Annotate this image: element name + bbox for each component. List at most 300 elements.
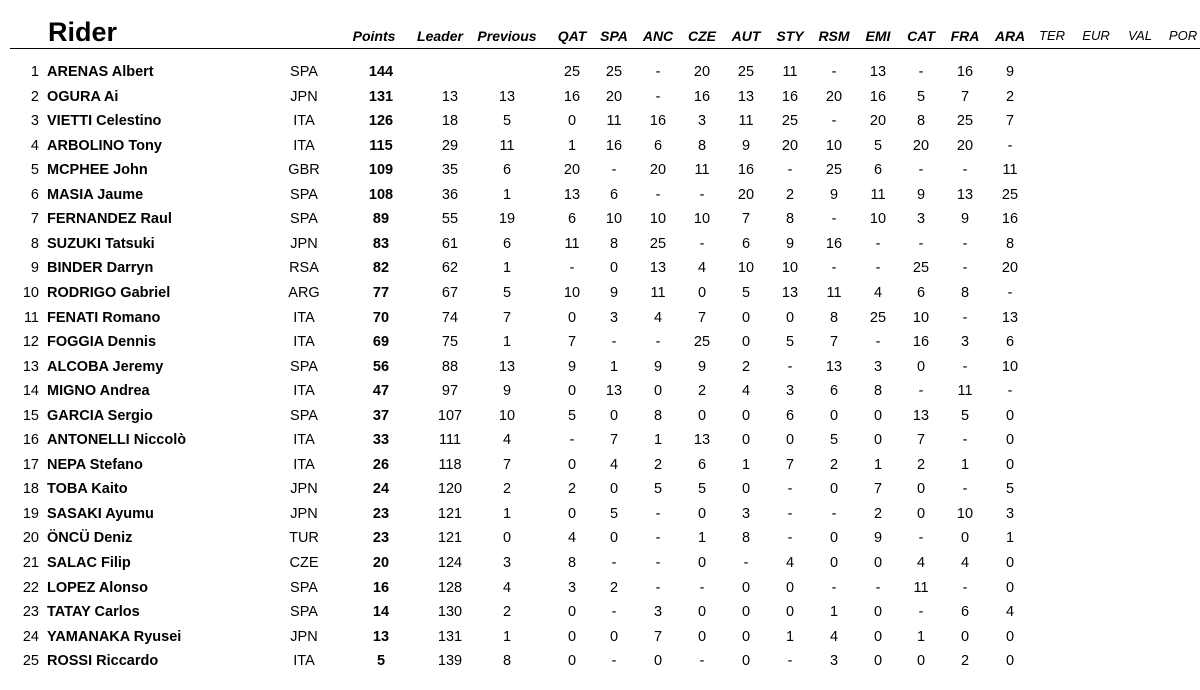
- rider-position: 9: [30, 260, 39, 277]
- race-points-rsm: 7: [829, 334, 839, 351]
- gap-to-previous: 0: [502, 530, 512, 547]
- table-row: [0, 307, 1200, 331]
- gap-to-leader: 107: [437, 407, 463, 424]
- rider-position: 5: [30, 162, 39, 179]
- race-points-anc: 0: [653, 383, 663, 400]
- race-points-fra: 10: [956, 505, 974, 522]
- race-points-fra: 1: [960, 456, 970, 473]
- race-points-spa: -: [611, 653, 617, 670]
- rider-name: MIGNO Andrea: [47, 383, 150, 400]
- race-points-ara: 0: [1005, 653, 1015, 670]
- race-points-sty: 0: [785, 579, 795, 596]
- rider-points: 37: [372, 407, 390, 424]
- race-points-spa: 20: [605, 88, 623, 105]
- table-row: [0, 257, 1200, 281]
- race-points-ara: 3: [1005, 505, 1015, 522]
- table-row: [0, 233, 1200, 257]
- race-points-rsm: 13: [825, 358, 843, 375]
- gap-to-previous: 7: [502, 456, 512, 473]
- race-points-cat: -: [918, 64, 924, 80]
- rider-nation: SPA: [290, 604, 318, 621]
- race-points-anc: 4: [653, 309, 663, 326]
- rider-points: 70: [372, 309, 390, 326]
- race-header-anc: ANC: [642, 28, 674, 44]
- gap-to-leader: 118: [438, 456, 462, 473]
- gap-to-previous: 9: [502, 383, 512, 400]
- rider-name: ARBOLINO Tony: [47, 137, 162, 154]
- race-points-cze: 3: [697, 113, 707, 130]
- rider-nation: ITA: [293, 113, 315, 130]
- race-points-aut: 0: [741, 604, 751, 621]
- race-points-ara: 0: [1005, 579, 1015, 596]
- race-points-cze: 0: [697, 604, 707, 621]
- race-points-anc: -: [655, 64, 661, 80]
- rider-points: 24: [372, 481, 390, 498]
- race-points-sty: 0: [785, 309, 795, 326]
- race-points-emi: 0: [873, 653, 883, 670]
- rider-name: YAMANAKA Ryusei: [47, 628, 182, 645]
- rider-nation: ITA: [293, 432, 315, 449]
- rider-points: 109: [368, 162, 394, 179]
- race-points-emi: 5: [873, 137, 883, 154]
- race-points-cat: 13: [912, 407, 930, 424]
- gap-to-previous: 3: [502, 555, 512, 571]
- race-points-rsm: -: [831, 113, 837, 130]
- race-points-ara: 0: [1005, 628, 1015, 645]
- rider-points: 108: [368, 186, 394, 203]
- gap-to-previous: 6: [502, 162, 512, 179]
- race-points-ara: 9: [1005, 64, 1015, 80]
- race-points-qat: 0: [567, 604, 577, 621]
- race-points-rsm: 0: [829, 530, 839, 547]
- race-points-cze: 20: [693, 64, 711, 80]
- race-points-aut: 0: [741, 579, 751, 596]
- race-points-spa: 0: [609, 481, 619, 498]
- race-points-qat: 3: [567, 579, 577, 596]
- table-row: [0, 184, 1200, 208]
- rider-points: 16: [372, 579, 390, 596]
- rider-points: 14: [372, 604, 390, 621]
- rider-nation: RSA: [289, 260, 319, 277]
- rider-points: 131: [368, 88, 394, 105]
- rider-nation: ITA: [293, 383, 315, 400]
- gap-to-previous: 1: [502, 260, 512, 277]
- gap-to-previous: 5: [502, 284, 512, 301]
- rider-points: 82: [372, 260, 390, 277]
- table-row: [0, 626, 1200, 650]
- table-row: [0, 61, 1200, 85]
- gap-to-leader: 18: [441, 113, 459, 130]
- race-points-fra: -: [962, 235, 968, 252]
- race-points-ara: 13: [1001, 309, 1019, 326]
- race-points-ara: 0: [1005, 456, 1015, 473]
- race-points-sty: -: [787, 653, 793, 670]
- race-points-cat: 9: [916, 186, 926, 203]
- race-points-spa: 0: [609, 530, 619, 547]
- race-points-emi: 0: [873, 555, 883, 571]
- race-points-cat: -: [918, 530, 924, 547]
- leader-column-header: Leader: [417, 28, 463, 44]
- race-points-emi: 0: [873, 432, 883, 449]
- race-points-ara: 16: [1001, 211, 1019, 228]
- race-points-aut: 7: [741, 211, 751, 228]
- race-points-cze: -: [699, 653, 705, 670]
- header-divider: [10, 48, 1200, 49]
- race-points-qat: 1: [567, 137, 577, 154]
- race-header-por: POR: [1168, 28, 1198, 43]
- race-points-cze: 0: [697, 628, 707, 645]
- race-points-ara: 0: [1005, 432, 1015, 449]
- race-points-fra: 9: [960, 211, 970, 228]
- race-points-aut: 0: [741, 653, 751, 670]
- race-points-sty: 25: [781, 113, 799, 130]
- gap-to-leader: 29: [441, 137, 459, 154]
- race-points-qat: 10: [563, 284, 581, 301]
- rider-nation: JPN: [290, 481, 318, 498]
- race-points-spa: -: [611, 604, 617, 621]
- gap-to-leader: 97: [441, 383, 459, 400]
- race-points-ara: 25: [1001, 186, 1019, 203]
- race-points-anc: 16: [649, 113, 667, 130]
- rider-position: 1: [30, 64, 39, 80]
- gap-to-previous: 13: [498, 358, 516, 375]
- race-points-spa: 0: [609, 628, 619, 645]
- rider-nation: ITA: [293, 456, 315, 473]
- race-points-emi: 13: [869, 64, 887, 80]
- points-column-header: Points: [352, 28, 396, 44]
- rider-points: 23: [372, 530, 390, 547]
- race-points-sty: 6: [785, 407, 795, 424]
- rider-nation: ITA: [293, 137, 315, 154]
- race-points-spa: -: [611, 162, 617, 179]
- race-points-sty: 0: [785, 604, 795, 621]
- race-points-emi: 6: [873, 162, 883, 179]
- rider-nation: SPA: [290, 407, 318, 424]
- rider-name: ARENAS Albert: [47, 64, 154, 80]
- rider-name: NEPA Stefano: [47, 456, 143, 473]
- rider-position: 25: [22, 653, 39, 670]
- race-points-emi: 9: [873, 530, 883, 547]
- race-points-cat: 0: [916, 653, 926, 670]
- rider-position: 23: [22, 604, 39, 621]
- race-points-aut: 13: [737, 88, 755, 105]
- table-row: [0, 552, 1200, 576]
- race-points-aut: 2: [741, 358, 751, 375]
- gap-to-leader: 75: [441, 334, 459, 351]
- race-points-fra: 20: [956, 137, 974, 154]
- race-points-ara: 6: [1005, 334, 1015, 351]
- rider-points: 144: [368, 64, 394, 80]
- gap-to-leader: 35: [441, 162, 459, 179]
- race-points-ara: 20: [1001, 260, 1019, 277]
- rider-nation: SPA: [290, 358, 318, 375]
- race-points-cat: 0: [916, 505, 926, 522]
- race-points-sty: 7: [785, 456, 795, 473]
- race-points-aut: 16: [737, 162, 755, 179]
- race-points-fra: 0: [960, 530, 970, 547]
- rider-points: 5: [376, 653, 386, 670]
- race-points-rsm: -: [831, 64, 837, 80]
- rider-nation: ITA: [293, 653, 315, 670]
- race-points-cze: 5: [697, 481, 707, 498]
- gap-to-leader: 128: [437, 579, 463, 596]
- gap-to-leader: 130: [437, 604, 463, 621]
- race-points-emi: 0: [873, 604, 883, 621]
- race-points-spa: 10: [605, 211, 623, 228]
- race-points-sty: 11: [782, 64, 798, 80]
- table-row: [0, 429, 1200, 453]
- race-header-ter: TER: [1039, 28, 1065, 43]
- race-points-fra: 7: [960, 88, 970, 105]
- race-points-spa: 7: [609, 432, 619, 449]
- race-points-emi: 20: [869, 113, 887, 130]
- race-points-qat: 2: [567, 481, 577, 498]
- rider-name: GARCIA Sergio: [47, 407, 153, 424]
- gap-to-leader: 139: [437, 653, 463, 670]
- race-points-sty: 3: [785, 383, 795, 400]
- rider-position: 13: [22, 358, 39, 375]
- race-points-qat: 0: [567, 628, 577, 645]
- race-points-rsm: 9: [829, 186, 839, 203]
- rider-position: 11: [23, 309, 39, 326]
- rider-position: 15: [22, 407, 39, 424]
- rider-points: 126: [368, 113, 394, 130]
- rider-nation: JPN: [290, 505, 318, 522]
- race-points-cze: -: [699, 235, 705, 252]
- race-points-ara: 2: [1005, 88, 1015, 105]
- race-header-spa: SPA: [600, 28, 628, 44]
- race-points-qat: 25: [563, 64, 581, 80]
- rider-name: ALCOBA Jeremy: [47, 358, 164, 375]
- race-points-anc: -: [655, 579, 661, 596]
- gap-to-previous: 6: [502, 235, 512, 252]
- race-points-rsm: 2: [829, 456, 839, 473]
- race-points-aut: 20: [737, 186, 755, 203]
- race-points-emi: -: [875, 334, 881, 351]
- race-points-cat: 8: [916, 113, 926, 130]
- race-points-rsm: 25: [825, 162, 843, 179]
- race-points-aut: 0: [741, 481, 751, 498]
- race-points-ara: 8: [1005, 235, 1015, 252]
- race-points-fra: 8: [960, 284, 970, 301]
- rider-name: MASIA Jaume: [47, 186, 144, 203]
- race-header-qat: QAT: [557, 28, 587, 44]
- race-points-cze: 0: [697, 284, 707, 301]
- table-row: [0, 527, 1200, 551]
- race-points-qat: 5: [567, 407, 577, 424]
- race-points-rsm: 0: [829, 481, 839, 498]
- race-points-spa: 9: [609, 284, 619, 301]
- rider-nation: JPN: [290, 628, 318, 645]
- rider-position: 22: [22, 579, 39, 596]
- race-points-cat: 20: [912, 137, 930, 154]
- race-points-fra: 3: [960, 334, 970, 351]
- race-points-rsm: 1: [829, 604, 839, 621]
- rider-position: 7: [30, 211, 39, 228]
- race-points-emi: 1: [873, 456, 883, 473]
- gap-to-previous: 19: [498, 211, 516, 228]
- rider-position: 18: [22, 481, 39, 498]
- gap-to-previous: 8: [502, 653, 512, 670]
- race-points-ara: 7: [1005, 113, 1015, 130]
- rider-nation: GBR: [288, 162, 320, 179]
- race-points-fra: 16: [956, 64, 974, 80]
- rider-position: 2: [30, 88, 39, 105]
- race-points-cze: 8: [697, 137, 707, 154]
- rider-position: 19: [22, 505, 39, 522]
- race-points-spa: -: [611, 555, 617, 571]
- race-points-aut: 5: [741, 284, 751, 301]
- gap-to-previous: 2: [502, 604, 512, 621]
- race-points-emi: -: [875, 235, 881, 252]
- gap-to-leader: 120: [437, 481, 463, 498]
- table-row: [0, 503, 1200, 527]
- rider-nation: SPA: [290, 579, 318, 596]
- race-points-aut: 0: [741, 628, 751, 645]
- race-points-cat: 2: [916, 456, 926, 473]
- rider-position: 6: [30, 186, 39, 203]
- race-points-spa: 2: [609, 579, 619, 596]
- race-points-fra: -: [962, 481, 968, 498]
- gap-to-previous: 2: [502, 481, 512, 498]
- rider-nation: CZE: [289, 555, 319, 571]
- rider-position: 21: [22, 555, 39, 571]
- race-points-emi: 0: [873, 407, 883, 424]
- gap-to-previous: 11: [499, 137, 515, 154]
- race-points-sty: -: [787, 530, 793, 547]
- race-points-aut: 6: [741, 235, 751, 252]
- race-points-anc: 25: [649, 235, 667, 252]
- race-points-anc: 7: [653, 628, 663, 645]
- race-points-aut: 9: [741, 137, 751, 154]
- race-points-fra: -: [962, 358, 968, 375]
- race-points-emi: 25: [869, 309, 887, 326]
- race-points-rsm: -: [831, 260, 837, 277]
- race-points-spa: 4: [609, 456, 619, 473]
- gap-to-leader: 111: [438, 432, 462, 449]
- race-points-ara: 4: [1005, 604, 1015, 621]
- race-points-sty: 8: [785, 211, 795, 228]
- race-points-spa: 1: [609, 358, 619, 375]
- rider-points: 115: [369, 137, 393, 154]
- table-row: [0, 159, 1200, 183]
- race-points-cze: -: [699, 186, 705, 203]
- race-points-anc: 11: [650, 284, 666, 301]
- rider-name: ROSSI Riccardo: [47, 653, 159, 670]
- race-points-aut: 0: [741, 407, 751, 424]
- race-points-ara: 0: [1005, 407, 1015, 424]
- race-points-emi: 4: [873, 284, 883, 301]
- table-row: [0, 110, 1200, 134]
- race-points-cat: 3: [916, 211, 926, 228]
- race-points-rsm: -: [831, 579, 837, 596]
- gap-to-leader: 124: [437, 555, 463, 571]
- race-points-rsm: -: [831, 505, 837, 522]
- race-points-emi: -: [875, 260, 881, 277]
- race-points-fra: 25: [956, 113, 974, 130]
- race-header-fra: FRA: [950, 28, 980, 44]
- race-points-rsm: 20: [825, 88, 843, 105]
- race-points-emi: 0: [873, 628, 883, 645]
- gap-to-previous: 4: [502, 432, 512, 449]
- race-points-cat: 10: [912, 309, 930, 326]
- race-points-spa: 0: [609, 407, 619, 424]
- rider-name: SUZUKI Tatsuki: [47, 235, 155, 252]
- race-points-anc: 10: [649, 211, 667, 228]
- race-points-spa: 13: [605, 383, 623, 400]
- race-points-qat: -: [569, 432, 575, 449]
- race-points-cze: 25: [693, 334, 711, 351]
- rider-position: 16: [22, 432, 39, 449]
- gap-to-previous: 1: [502, 186, 512, 203]
- race-points-rsm: 0: [829, 555, 839, 571]
- rider-position: 4: [30, 137, 39, 154]
- rider-nation: ITA: [293, 334, 315, 351]
- race-points-qat: 0: [567, 309, 577, 326]
- race-points-anc: 6: [653, 137, 663, 154]
- race-header-val: VAL: [1128, 28, 1152, 43]
- rider-nation: SPA: [290, 64, 318, 80]
- table-row: [0, 282, 1200, 306]
- race-points-fra: 13: [956, 186, 974, 203]
- race-points-qat: 0: [567, 113, 577, 130]
- race-points-cze: 16: [693, 88, 711, 105]
- race-points-fra: -: [962, 432, 968, 449]
- race-points-cat: 16: [912, 334, 930, 351]
- race-points-cat: 5: [916, 88, 926, 105]
- race-points-emi: 3: [873, 358, 883, 375]
- gap-to-previous: 4: [502, 579, 512, 596]
- table-row: [0, 208, 1200, 232]
- gap-to-previous: 10: [498, 407, 516, 424]
- rider-position: 10: [22, 284, 39, 301]
- race-points-cze: -: [699, 579, 705, 596]
- gap-to-leader: 74: [441, 309, 459, 326]
- previous-column-header: Previous: [477, 28, 537, 44]
- race-points-cze: 10: [693, 211, 711, 228]
- race-points-anc: 2: [653, 456, 663, 473]
- race-points-anc: 5: [653, 481, 663, 498]
- race-points-rsm: 4: [829, 628, 839, 645]
- race-points-anc: 9: [653, 358, 663, 375]
- race-points-qat: 16: [563, 88, 581, 105]
- rider-nation: SPA: [290, 211, 318, 228]
- rider-name: FERNANDEZ Raul: [47, 211, 172, 228]
- race-points-sty: 1: [785, 628, 795, 645]
- race-points-fra: 0: [960, 628, 970, 645]
- race-points-spa: 3: [609, 309, 619, 326]
- table-row: [0, 405, 1200, 429]
- race-points-anc: 1: [653, 432, 663, 449]
- rider-name: BINDER Darryn: [47, 260, 154, 277]
- race-points-cze: 13: [693, 432, 711, 449]
- rider-points: 23: [372, 505, 390, 522]
- race-points-fra: -: [962, 579, 968, 596]
- rider-points: 20: [372, 555, 390, 571]
- rider-name: TOBA Kaito: [47, 481, 128, 498]
- gap-to-previous: 13: [498, 88, 516, 105]
- race-points-fra: -: [962, 309, 968, 326]
- table-row: [0, 380, 1200, 404]
- race-points-qat: 7: [567, 334, 577, 351]
- race-points-ara: 11: [1002, 162, 1018, 179]
- race-points-emi: 11: [870, 186, 886, 203]
- race-points-sty: -: [787, 162, 793, 179]
- race-points-qat: 13: [563, 186, 581, 203]
- race-points-ara: -: [1007, 137, 1013, 154]
- rider-nation: ITA: [293, 309, 315, 326]
- race-points-ara: -: [1007, 284, 1013, 301]
